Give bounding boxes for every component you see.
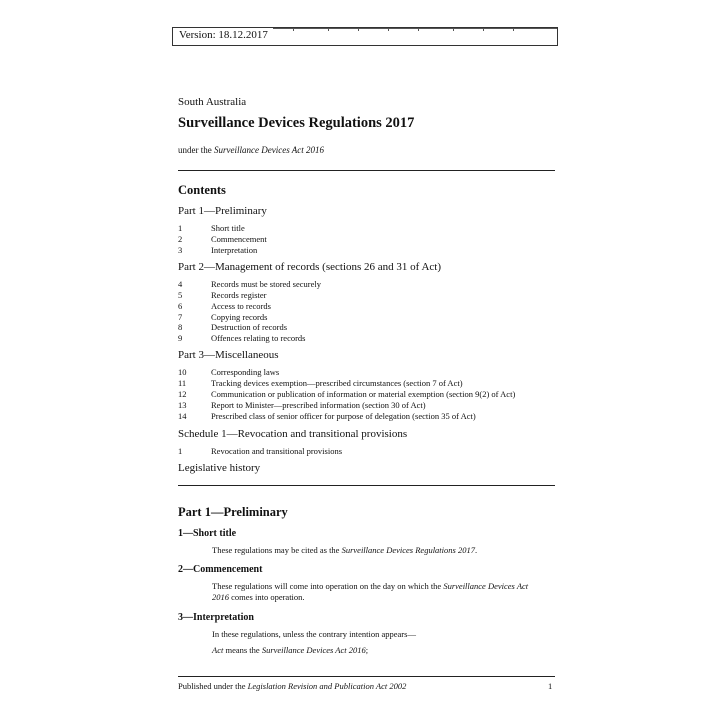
toc-item[interactable]: 6 Access to records (178, 301, 271, 311)
version-box (172, 27, 558, 46)
footer-text: Published under the Legislation Revision and Publication Act 2002 (178, 681, 407, 691)
toc-schedule-1[interactable]: Schedule 1—Revocation and transitional provisions (178, 428, 408, 440)
toc-item[interactable]: 2 Commencement (178, 234, 267, 244)
definition: Act means the Surveillance Devices Act 2016; (212, 645, 369, 655)
toc-item[interactable]: 1 Short title (178, 223, 245, 233)
divider (178, 170, 555, 171)
section-heading: 2—Commencement (178, 564, 263, 575)
page-number: 1 (548, 681, 553, 691)
toc-part-1[interactable]: Part 1—Preliminary (178, 205, 267, 217)
section-heading: 1—Short title (178, 528, 237, 539)
toc-item[interactable]: 4 Records must be stored securely (178, 279, 321, 289)
divider (178, 485, 555, 486)
section-text: These regulations will come into operation on the day on which the Surveillance Devices Act 2016 comes into operation. (212, 581, 529, 602)
version-label: Version: 18.12.2017 (179, 29, 268, 41)
toc-part-3[interactable]: Part 3—Miscellaneous (178, 349, 279, 361)
toc-item[interactable]: 12 Communication or publication of information or material exemption (section 9(2) of Act) (178, 389, 516, 399)
section-heading: 3—Interpretation (178, 612, 254, 623)
toc-item[interactable]: 5 Records register (178, 290, 267, 300)
toc-legislative-history[interactable]: Legislative history (178, 462, 261, 474)
document-title: Surveillance Devices Regulations 2017 (178, 115, 415, 131)
contents-heading: Contents (178, 183, 226, 197)
toc-item[interactable]: 8 Destruction of records (178, 322, 288, 332)
toc-item[interactable]: 9 Offences relating to records (178, 333, 306, 343)
toc-item[interactable]: 10 Corresponding laws (178, 367, 280, 377)
section-text: In these regulations, unless the contrary intention appears— (212, 629, 416, 639)
toc-item[interactable]: 7 Copying records (178, 312, 268, 322)
toc-item[interactable]: 1 Revocation and transitional provisions (178, 446, 343, 456)
section-text: These regulations may be cited as the Surveillance Devices Regulations 2017. (212, 545, 478, 555)
version-box-rule (273, 28, 557, 31)
body-part-heading: Part 1—Preliminary (178, 505, 288, 519)
enabling-act-line: under the Surveillance Devices Act 2016 (178, 145, 325, 155)
footer-rule (178, 676, 555, 677)
jurisdiction: South Australia (178, 96, 247, 108)
toc-item[interactable]: 3 Interpretation (178, 245, 258, 255)
toc-item[interactable]: 11 Tracking devices exemption—prescribed circumstances (section 7 of Act) (178, 378, 463, 388)
toc-item[interactable]: 14 Prescribed class of senior officer for purpose of delegation (section 35 of Act) (178, 411, 476, 421)
toc-item[interactable]: 13 Report to Minister—prescribed information (section 30 of Act) (178, 400, 426, 410)
enabling-act-name: Surveillance Devices Act 2016 (214, 145, 325, 155)
toc-part-2[interactable]: Part 2—Management of records (sections 26 and 31 of Act) (178, 261, 442, 273)
